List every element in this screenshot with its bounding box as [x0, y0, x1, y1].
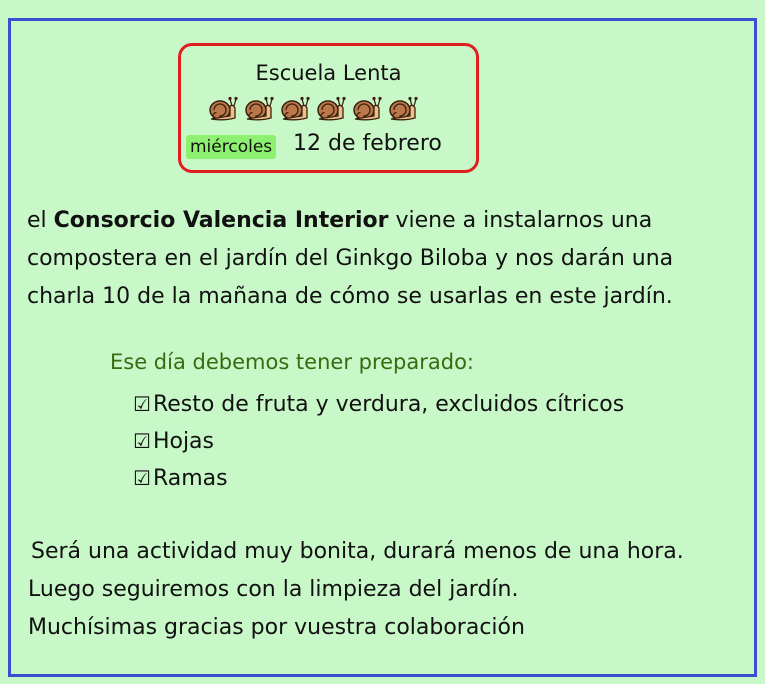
- list-item: [133, 386, 624, 423]
- date-text: 12 de febrero: [293, 131, 442, 156]
- snail-icon: [280, 94, 310, 122]
- date-line: [186, 131, 476, 161]
- list-item-label: Hojas: [152, 429, 214, 454]
- checkbox-checked-icon: ☑: [133, 429, 151, 453]
- snail-icon: [208, 94, 238, 122]
- snail-icon: [244, 94, 274, 122]
- checkbox-checked-icon: ☑: [133, 466, 151, 490]
- prep-list: [133, 386, 624, 497]
- list-item: [133, 460, 624, 497]
- day-badge: miércoles: [186, 135, 276, 159]
- list-item-label: Ramas: [152, 466, 228, 491]
- header-box: [178, 43, 479, 173]
- prep-title: Ese día debemos tener preparado:: [110, 350, 475, 374]
- list-item-label: Resto de fruta y verdura, excluidos cítricos: [152, 392, 625, 417]
- snail-icon: [352, 94, 382, 122]
- list-item: [133, 423, 624, 460]
- snail-icon: [388, 94, 418, 122]
- closing-line-2: Luego seguiremos con la limpieza del jardín.: [28, 577, 519, 602]
- checkbox-checked-icon: ☑: [133, 392, 151, 416]
- closing-line-3: Muchísimas gracias por vuestra colaboración: [28, 615, 525, 640]
- org-name: Consorcio Valencia Interior: [53, 208, 389, 233]
- school-name: Escuela Lenta: [255, 61, 402, 85]
- snail-icon: [316, 94, 346, 122]
- closing-line-1: Será una actividad muy bonita, durará menos de una hora.: [31, 539, 684, 564]
- announcement-text: viene a instalarnos una compostera en el jardín del Ginkgo Biloba y nos darán una charla 10 de la mañana de cómo se usarlas en este jardín.: [27, 208, 674, 309]
- snail-row: [208, 94, 428, 124]
- announcement-paragraph: [27, 202, 742, 316]
- org-prefix: el: [27, 208, 54, 233]
- closing-text: [28, 533, 748, 647]
